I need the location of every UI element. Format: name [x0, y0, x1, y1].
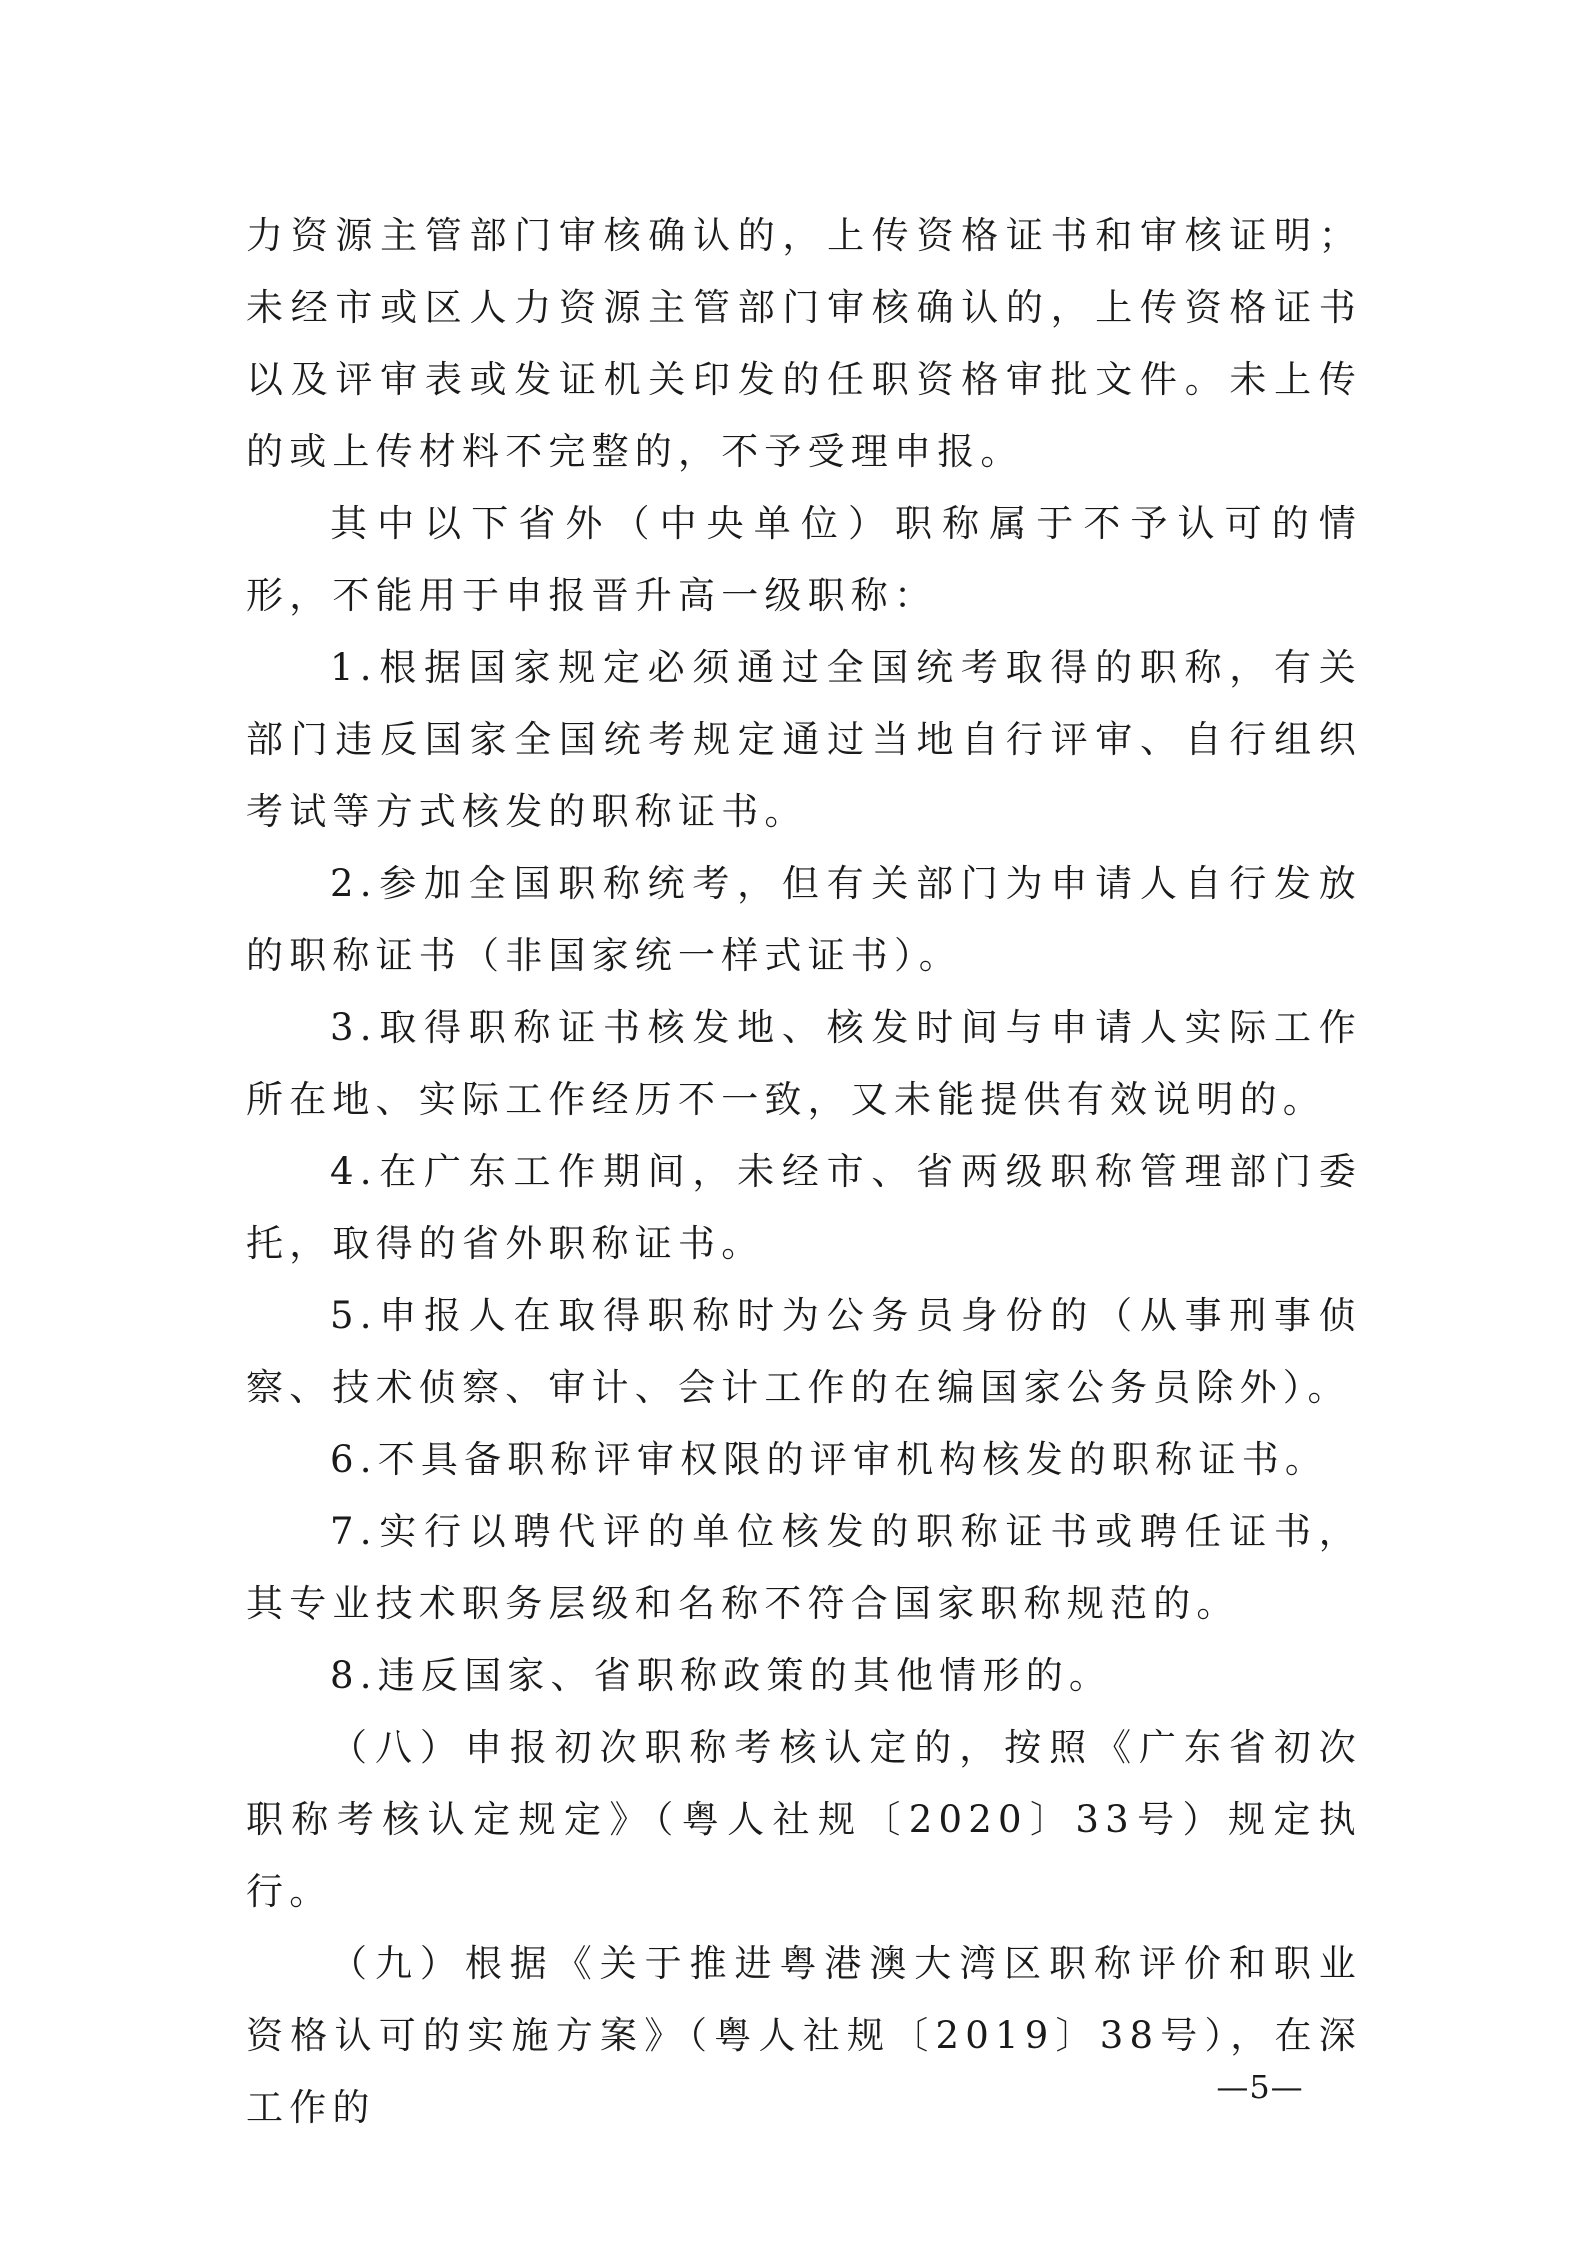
- list-item-5: 5.申报人在取得职称时为公务员身份的（从事刑事侦察、技术侦察、审计、会计工作的在编国家公务员除外）。: [246, 1294, 1362, 1409]
- page-number: —5—: [1216, 2068, 1304, 2106]
- section-9-paragraph: （九）根据《关于推进粤港澳大湾区职称评价和职业资格认可的实施方案》（粤人社规〔2019〕38号），在深工作的: [246, 1942, 1362, 2129]
- body-text: [246, 200, 1362, 2144]
- section-8-paragraph: （八）申报初次职称考核认定的，按照《广东省初次职称考核认定规定》（粤人社规〔2020〕33号）规定执行。: [246, 1726, 1362, 1913]
- paragraph-continuation: 力资源主管部门审核确认的，上传资格证书和审核证明；未经市或区人力资源主管部门审核确认的，上传资格证书以及评审表或发证机关印发的任职资格审批文件。未上传的或上传材料不完整的，不予受理申报。: [246, 214, 1362, 473]
- list-item-2: 2.参加全国职称统考，但有关部门为申请人自行发放的职称证书（非国家统一样式证书）。: [246, 862, 1362, 977]
- list-item-6: 6.不具备职称评审权限的评审机构核发的职称证书。: [330, 1438, 1329, 1481]
- list-item-3: 3.取得职称证书核发地、核发时间与申请人实际工作所在地、实际工作经历不一致，又未能提供有效说明的。: [246, 1006, 1362, 1121]
- list-item-8: 8.违反国家、省职称政策的其他情形的。: [330, 1654, 1113, 1697]
- paragraph-intro-exclusions: 其中以下省外（中央单位）职称属于不予认可的情形，不能用于申报晋升高一级职称：: [246, 502, 1362, 617]
- list-item-1: 1.根据国家规定必须通过全国统考取得的职称，有关部门违反国家全国统考规定通过当地自行评审、自行组织考试等方式核发的职称证书。: [246, 646, 1362, 833]
- list-item-7: 7.实行以聘代评的单位核发的职称证书或聘任证书，其专业技术职务层级和名称不符合国家职称规范的。: [246, 1510, 1362, 1625]
- list-item-4: 4.在广东工作期间，未经市、省两级职称管理部门委托，取得的省外职称证书。: [246, 1150, 1362, 1265]
